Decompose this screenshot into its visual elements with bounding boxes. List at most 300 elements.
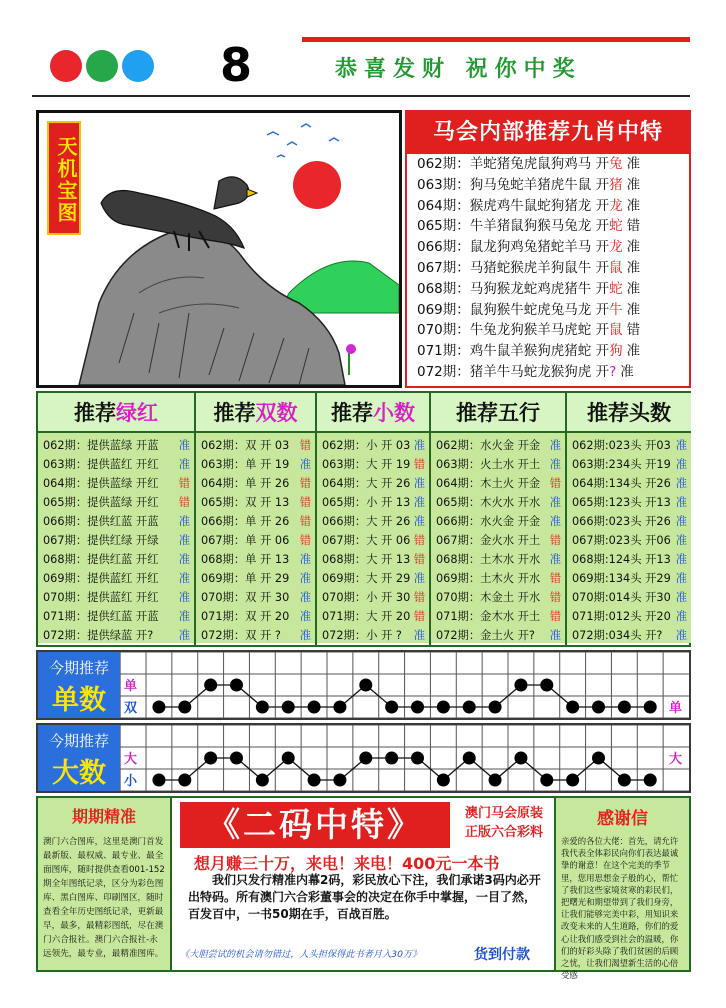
trend-point (256, 774, 269, 787)
recommend-row-text: 064期:134头 开26 (572, 477, 671, 490)
eagle-illustration (39, 113, 399, 385)
recommend-row-status: 准 (413, 477, 425, 490)
recommend-row-text: 062期：小 开 03 (322, 439, 411, 452)
nine-row-kai: 开 (591, 259, 610, 276)
recommend-row-text: 071期:012头 开20 (572, 610, 671, 623)
recommend-row (196, 512, 315, 531)
recommend-row-status: 错 (413, 553, 425, 566)
recommend-row-status: 错 (299, 534, 311, 547)
trend-point (592, 752, 605, 765)
trend-point (152, 701, 165, 714)
library-intro-text: 澳门六合图库，这里是澳门首发最新版、最权威、最专业、最全面图库，随时提供查看001-152期全年图纸记录，区分为彩色图库、黑白图库、印刷图区，随时查看全年历史图纸记录，更新最早，最多，最精彩图纸，尽在澳门六合报社。澳门六合报社-永远领先，最专业，最精准图库。 (43, 837, 165, 959)
nine-row-result: 牛 (609, 301, 623, 318)
recommend-row-status: 准 (178, 515, 190, 528)
recommend-column (567, 393, 691, 645)
recommend-row-status: 准 (178, 553, 190, 566)
recommend-row-text: 072期：小 开 ? (322, 629, 402, 642)
recommend-row (196, 455, 315, 474)
recommend-row-status: 准 (675, 534, 687, 547)
trend-point (592, 701, 605, 714)
recommend-row (317, 607, 429, 626)
recommend-row-text: 063期:234头 开19 (572, 458, 671, 471)
nine-row-kai: 开 (591, 301, 610, 318)
recommend-row-status: 准 (178, 534, 190, 547)
trend-point (204, 679, 217, 692)
recommend-row (38, 493, 194, 512)
recommend-row (196, 531, 315, 550)
nine-row-result: ? (609, 363, 617, 380)
recommend-row-status: 准 (549, 629, 561, 642)
recommend-row-status: 错 (299, 439, 311, 452)
nine-row-zodiacs: 马狗猴龙蛇鸡虎猪牛 (469, 280, 592, 297)
recommend-row-status: 错 (178, 496, 190, 509)
nine-row-kai: 开 (591, 218, 610, 235)
recommend-row-status: 准 (178, 458, 190, 471)
trend-point (204, 752, 217, 765)
nine-row-result: 猪 (609, 176, 623, 193)
recommend-row (567, 626, 691, 645)
recommend-column-body (196, 433, 315, 643)
recommend-row-status: 准 (675, 629, 687, 642)
recommend-row-text: 070期：双 开 30 (201, 591, 290, 604)
recommend-row-status: 错 (299, 515, 311, 528)
recommend-row-text: 070期：木金土 开水 (436, 591, 541, 604)
nine-row-status: 错 (626, 218, 641, 235)
nine-row-period: 069期： (417, 301, 470, 318)
trend-point (514, 752, 527, 765)
recommend-row-text: 064期：大 开 26 (322, 477, 411, 490)
recommend-row-status: 准 (549, 553, 561, 566)
trend-point (644, 774, 657, 787)
nine-row-period: 063期： (417, 176, 470, 193)
recommend-row-status: 准 (675, 496, 687, 509)
trend-point (333, 701, 346, 714)
nine-row-period: 062期： (417, 156, 470, 172)
trend-top-label: 大 (124, 752, 138, 767)
recommend-row (567, 569, 691, 588)
trend-point (566, 701, 579, 714)
nine-zodiac-row (407, 362, 689, 383)
recommend-row (38, 588, 194, 607)
recommend-row (196, 550, 315, 569)
recommend-row-text: 068期:124头 开13 (572, 553, 671, 566)
recommend-row-status: 准 (549, 439, 561, 452)
recommend-row (431, 436, 565, 455)
nine-row-result: 蛇 (609, 280, 623, 297)
recommend-row (317, 436, 429, 455)
nine-row-zodiacs: 牛兔龙狗猴羊马虎蛇 (469, 322, 592, 339)
recommend-row-status: 准 (413, 515, 425, 528)
trend-point (359, 752, 372, 765)
trend-point (566, 774, 579, 787)
recommend-column-header (567, 393, 691, 433)
recommend-row-text: 068期：土木水 开水 (436, 553, 541, 566)
recommend-row-status: 准 (675, 610, 687, 623)
thank-you-text: 亲爱的各位大佬：首先，请允许我代表全体彩民向你们表达最诚挚的谢意！在这个完美的季节里，您用思想金子般的心，帮忙了我们这些家境贫寒的彩民们，把曙光和期望带到了我们身旁，让我们能够完美中彩，用知识来改变未来的人生道路，你们的爱心让我们感受到社会的温暖，你们的好彩头除了我们贫困的后顾之忧，让我们渴望新生活的心倍受感 (561, 836, 679, 981)
trend-bottom-label: 小 (124, 774, 138, 789)
recommend-row-text: 072期:034头 开? (572, 629, 663, 642)
nine-zodiac-row (407, 196, 689, 217)
odd-trend-label (38, 652, 120, 718)
column-title-highlight: 双数 (255, 401, 298, 425)
recommend-row (317, 626, 429, 645)
nine-zodiac-row (407, 216, 689, 237)
trend-bottom-label: 双 (124, 701, 138, 716)
recommend-row (196, 436, 315, 455)
recommend-row-status: 准 (413, 629, 425, 642)
trend-point (437, 774, 450, 787)
recommend-row-text: 066期：单 开 26 (201, 515, 290, 528)
recommend-row-text: 063期：单 开 19 (201, 458, 290, 471)
recommend-column-header (38, 393, 194, 433)
recommend-row (567, 493, 691, 512)
big-trend-label-main: 大数 (52, 758, 106, 789)
recommend-row-text: 068期：提供红蓝 开红 (43, 553, 159, 566)
recommend-row-status: 准 (549, 458, 561, 471)
recommend-row-status: 准 (549, 515, 561, 528)
recommend-column (317, 393, 431, 645)
nine-row-period: 065期： (417, 218, 470, 235)
recommend-row (431, 550, 565, 569)
recommend-row-text: 066期：水火金 开金 (436, 515, 541, 528)
recommend-row-text: 067期:023头 开06 (572, 534, 671, 547)
nine-row-period: 066期： (417, 239, 470, 256)
trend-big-chart (120, 725, 689, 791)
recommend-row-status: 错 (413, 534, 425, 547)
recommend-row (317, 455, 429, 474)
nine-zodiac-panel (405, 110, 691, 388)
recommend-row-status: 准 (178, 591, 190, 604)
recommend-row (431, 474, 565, 493)
recommend-row (567, 550, 691, 569)
trend-odd-chart (120, 652, 689, 718)
ad-body: 我们只发行精准内幕2码，彩民放心下注，我们承诺3码内必开出特码。所有澳门六合彩董事会的决定在你手中掌握，一目了然，百发百中，一书50期在手，百战百胜。 (188, 873, 541, 921)
nine-row-period: 064期： (417, 197, 470, 214)
nine-row-status: 准 (626, 176, 641, 193)
recommend-row-text: 067期：提供红绿 开绿 (43, 534, 159, 547)
recommend-row (196, 588, 315, 607)
recommend-row-text: 067期：大 开 06 (322, 534, 411, 547)
recommend-row-status: 错 (549, 572, 561, 585)
nine-row-kai: 开 (591, 156, 610, 172)
trend-point (230, 752, 243, 765)
recommend-column-header (196, 393, 315, 433)
recommend-row-text: 063期：火土水 开土 (436, 458, 541, 471)
recommend-row-status: 错 (178, 477, 190, 490)
nine-row-period: 071期： (417, 343, 470, 360)
recommend-row-status: 准 (178, 439, 190, 452)
recommend-row-status: 准 (675, 591, 687, 604)
recommend-row (196, 626, 315, 645)
recommend-row (567, 436, 691, 455)
recommend-row-text: 065期：木火水 开水 (436, 496, 541, 509)
nine-row-status: 准 (626, 301, 641, 318)
big-trend-label-top: 今期推荐 (48, 732, 109, 750)
nine-row-zodiacs: 猪羊牛马蛇龙猴狗虎 (469, 363, 592, 380)
recommend-row-text: 071期：大 开 20 (322, 610, 411, 623)
nine-zodiac-row (407, 300, 689, 321)
trend-point (178, 701, 191, 714)
trend-end-label: 单 (669, 701, 683, 716)
recommend-row (567, 588, 691, 607)
nine-row-kai: 开 (591, 280, 610, 297)
recommend-row-text: 064期：单 开 26 (201, 477, 290, 490)
recommend-row-text: 064期：提供蓝绿 开红 (43, 477, 159, 490)
recommend-row-status: 准 (299, 458, 311, 471)
recommend-row-text: 069期：土木火 开水 (436, 572, 541, 585)
recommend-row-status: 准 (675, 553, 687, 566)
recommend-row (567, 455, 691, 474)
recommend-row (196, 607, 315, 626)
recommend-row (317, 493, 429, 512)
thank-you-title: 感谢信 (597, 809, 648, 829)
recommend-row-status: 错 (549, 534, 561, 547)
nine-row-result: 龙 (609, 197, 623, 214)
recommend-row (317, 474, 429, 493)
nine-zodiac-row (407, 154, 689, 175)
recommend-column-body (567, 433, 691, 643)
recommend-row-status: 准 (413, 496, 425, 509)
cash-on-delivery: 货到付款 (474, 947, 530, 963)
recommend-row-text: 069期：大 开 29 (322, 572, 411, 585)
trend-point (437, 701, 450, 714)
nine-row-result: 鼠 (609, 322, 623, 339)
recommend-row-text: 069期：提供蓝红 开红 (43, 572, 159, 585)
ad-side (456, 804, 552, 842)
column-title-main: 推荐五行 (456, 401, 540, 425)
recommend-row (317, 588, 429, 607)
recommend-row (38, 569, 194, 588)
trend-point (359, 679, 372, 692)
recommend-row-status: 准 (299, 610, 311, 623)
nine-zodiac-row (407, 320, 689, 341)
recommend-row-text: 066期:023头 开26 (572, 515, 671, 528)
recommend-row-text: 070期：提供蓝红 开红 (43, 591, 159, 604)
trend-end-label: 大 (669, 752, 683, 767)
column-title-main: 推荐头数 (587, 401, 671, 425)
trend-point (514, 679, 527, 692)
recommend-row (38, 512, 194, 531)
nine-row-status: 错 (626, 322, 641, 339)
recommend-row (196, 569, 315, 588)
nine-row-status: 准 (626, 280, 641, 297)
recommend-row-text: 069期：单 开 29 (201, 572, 290, 585)
recommend-row (567, 607, 691, 626)
odd-even-trend (36, 650, 691, 720)
nine-row-result: 狗 (609, 343, 623, 360)
trend-point (308, 774, 321, 787)
library-intro-panel (38, 798, 172, 970)
recommend-row-status: 准 (299, 553, 311, 566)
recommend-column-body (431, 433, 565, 643)
nine-zodiac-row (407, 279, 689, 300)
trend-top-label: 单 (124, 679, 138, 694)
nine-zodiac-row (407, 237, 689, 258)
recommend-row-text: 062期:023头 开03 (572, 439, 671, 452)
recommend-row (567, 531, 691, 550)
nine-row-status: 准 (620, 363, 634, 380)
nine-row-zodiacs: 鸡牛鼠羊猴狗虎猪蛇 (469, 343, 592, 360)
recommend-row-text: 065期：双 开 13 (201, 496, 290, 509)
library-intro-title: 期期精准 (71, 807, 136, 826)
recommend-row (431, 455, 565, 474)
green-dot (86, 50, 118, 82)
ad-side-top: 澳门马会原装 (464, 806, 543, 821)
nine-row-status: 准 (626, 197, 641, 214)
nine-row-kai: 开 (591, 176, 610, 193)
recommend-row (38, 607, 194, 626)
recommend-row (196, 493, 315, 512)
trend-point (411, 701, 424, 714)
recommend-row-text: 063期：提供蓝红 开红 (43, 458, 159, 471)
nine-row-status: 准 (626, 259, 641, 276)
nine-zodiac-row (407, 341, 689, 362)
slogan: 恭喜发财 祝你中奖 (335, 57, 582, 82)
recommend-row (38, 550, 194, 569)
recommend-row (317, 531, 429, 550)
header-red-line (302, 37, 690, 42)
nine-row-zodiacs: 马猪蛇猴虎羊狗鼠牛 (469, 259, 592, 276)
trend-point (385, 701, 398, 714)
nine-row-kai: 开 (591, 363, 610, 380)
trend-point (282, 752, 295, 765)
recommend-row-status: 准 (178, 572, 190, 585)
recommend-row-text: 065期:123头 开13 (572, 496, 671, 509)
recommend-row-text: 065期：小 开 13 (322, 496, 411, 509)
recommend-row-status: 准 (675, 515, 687, 528)
recommend-row-status: 准 (178, 610, 190, 623)
big-trend-label (38, 725, 120, 791)
ad-footnote: 《大胆尝试的机会请勿错过，人头担保得此书者月入30万》 (180, 949, 422, 960)
recommend-column-body (38, 433, 194, 643)
nine-row-kai: 开 (591, 322, 610, 339)
trend-point (644, 701, 657, 714)
nine-row-result: 鼠 (609, 259, 623, 276)
column-title-highlight: 小数 (373, 401, 415, 425)
recommend-column (431, 393, 567, 645)
header-divider (32, 95, 690, 97)
recommend-row (38, 436, 194, 455)
nine-row-result: 蛇 (609, 218, 623, 235)
odd-trend-label-main: 单数 (52, 685, 106, 716)
recommend-row (431, 493, 565, 512)
recommend-row (38, 626, 194, 645)
nine-row-kai: 开 (591, 239, 610, 256)
recommend-row-text: 071期：提供红蓝 开蓝 (43, 610, 159, 623)
recommend-row (38, 474, 194, 493)
recommend-row-status: 准 (299, 572, 311, 585)
recommend-column-header (317, 393, 429, 433)
mystery-picture (36, 110, 402, 388)
recommend-row-text: 066期：大 开 26 (322, 515, 411, 528)
recommend-row (38, 455, 194, 474)
recommend-column (38, 393, 196, 645)
trend-point (463, 701, 476, 714)
nine-row-zodiacs: 狗马兔蛇羊猪虎牛鼠 (469, 176, 592, 193)
recommend-row-text: 070期:014头 开30 (572, 591, 671, 604)
recommend-row-status: 错 (549, 477, 561, 490)
trend-point (333, 774, 346, 787)
picture-title: 天机宝图 (47, 121, 81, 235)
bottom-section (36, 796, 691, 981)
trend-point (540, 679, 553, 692)
recommend-row-text: 062期：水火金 开金 (436, 439, 541, 452)
big-small-trend (36, 723, 691, 793)
nine-row-zodiacs: 鼠狗猴牛蛇虎兔马龙 (469, 301, 592, 318)
recommend-row-text: 062期：双 开 03 (201, 439, 290, 452)
recommend-row-status: 错 (413, 610, 425, 623)
nine-row-result: 兔 (609, 156, 623, 172)
nine-row-status: 准 (626, 156, 641, 172)
recommend-row (431, 588, 565, 607)
trend-point (489, 701, 502, 714)
recommend-row (431, 531, 565, 550)
recommend-row (567, 512, 691, 531)
recommend-row (431, 626, 565, 645)
recommend-row-status: 准 (299, 629, 311, 642)
recommend-row-status: 准 (675, 458, 687, 471)
nine-row-zodiacs: 羊蛇猪兔虎鼠狗鸡马 (469, 156, 592, 172)
recommend-column-body (317, 433, 429, 643)
nine-row-status: 准 (626, 239, 641, 256)
recommend-row-status: 准 (675, 477, 687, 490)
trend-point (385, 752, 398, 765)
recommend-row-status: 准 (178, 629, 190, 642)
recommend-row-status: 准 (675, 572, 687, 585)
recommend-row-text: 067期：单 开 06 (201, 534, 290, 547)
nine-row-period: 068期： (417, 280, 470, 297)
ad-banner: 《二码中特》 (180, 802, 450, 848)
nine-row-period: 070期： (417, 322, 470, 339)
recommend-column-header (431, 393, 565, 433)
nine-row-kai: 开 (591, 343, 610, 360)
nine-row-result: 龙 (609, 239, 623, 256)
recommend-row-text: 068期：单 开 13 (201, 553, 290, 566)
ad-side-bottom: 正版六合彩料 (464, 825, 543, 840)
trend-point (618, 774, 631, 787)
recommend-row-status: 准 (413, 439, 425, 452)
trend-point (152, 774, 165, 787)
recommend-row (431, 512, 565, 531)
recommend-row (196, 474, 315, 493)
recommend-row-text: 072期：提供绿蓝 开? (43, 629, 154, 642)
odd-trend-label-top: 今期推荐 (48, 659, 109, 677)
nine-row-zodiacs: 鼠龙狗鸡兔猪蛇羊马 (469, 239, 592, 256)
nine-row-zodiacs: 猴虎鸡牛鼠蛇狗猪龙 (469, 197, 592, 214)
nine-row-period: 072期： (417, 363, 470, 380)
recommend-row (431, 607, 565, 626)
nine-zodiac-row (407, 175, 689, 196)
ad-panel (174, 798, 554, 970)
trend-point (463, 752, 476, 765)
ad-headline: 想月赚三十万，来电！来电！400元一本书 (194, 854, 500, 873)
recommend-row-text: 066期：提供红蓝 开蓝 (43, 515, 159, 528)
recommend-row-text: 069期:134头 开29 (572, 572, 671, 585)
recommend-row (38, 531, 194, 550)
column-title-main: 推荐 (331, 401, 373, 425)
recommend-row-status: 错 (413, 591, 425, 604)
recommend-row-text: 071期：双 开 20 (201, 610, 290, 623)
recommend-row-status: 准 (299, 591, 311, 604)
recommend-row-text: 064期：木土火 开金 (436, 477, 541, 490)
blue-dot (122, 50, 154, 82)
recommend-row-text: 063期：大 开 19 (322, 458, 411, 471)
recommend-row-text: 070期：小 开 30 (322, 591, 411, 604)
trend-point (618, 701, 631, 714)
recommend-row-status: 准 (413, 572, 425, 585)
nine-zodiac-row (407, 258, 689, 279)
nine-row-zodiacs: 牛羊猪鼠狗猴马兔龙 (469, 218, 592, 235)
